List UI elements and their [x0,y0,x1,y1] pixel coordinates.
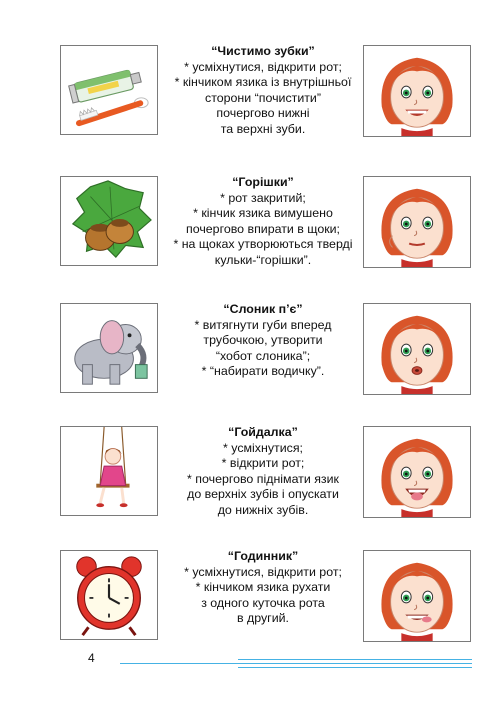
page-number: 4 [88,651,95,665]
face-picture [363,550,471,642]
exercise-line: * кінчиком язика рухати [195,580,331,595]
girl-on-swing-icon [61,427,157,515]
exercise-line: почергово нижні [216,106,310,121]
exercise-line: трубочкою, утворити [203,333,323,348]
exercise-picture [60,45,158,135]
face-picture [363,303,471,395]
exercise-picture [60,550,158,640]
footer-rule-middle [120,663,472,664]
elephant-drinking-icon [61,304,157,392]
girl-face-pouting-icon [364,304,470,394]
exercise-line: кульки-“горішки”. [214,252,312,267]
exercise-line: * відкрити рот; [221,456,305,471]
exercise-title: “Годинник” [227,549,299,563]
exercise-line: * усміхнутися; [223,440,303,455]
exercise-line: * витягнути губи вперед [194,317,332,332]
exercise-line: * “набирати водичку”. [201,364,325,379]
exercise-line: * рот закритий; [220,190,306,205]
exercise-line: сторони “почистити” [205,90,321,105]
exercise-clock [0,550,495,646]
exercise-line: та верхні зуби. [220,121,306,136]
exercise-title: “Гойдалка” [228,425,298,439]
exercise-text [168,302,358,380]
exercise-line: “хобот слоника”; [215,348,311,363]
girl-face-tongue-up-icon [364,427,470,517]
exercise-line: * на щоках утворюються тверді [173,237,353,252]
exercise-line: * усміхнутися, відкрити рот; [184,564,342,579]
exercise-line: в другий. [236,611,289,626]
girl-face-smiling-open-icon [364,46,470,136]
footer-rule-bottom [238,667,472,668]
face-picture [363,176,471,268]
exercise-line: з одного куточка рота [201,595,325,610]
exercise-title: “Слоник п’є” [223,302,303,316]
exercise-line: * усміхнутися, відкрити рот; [184,59,342,74]
exercise-line: * кінчиком язика із внутрішньої [174,75,352,90]
exercise-picture [60,303,158,393]
exercise-line: почергово впирати в щоки; [186,221,340,236]
exercise-title: “Горішки” [232,175,294,189]
girl-face-cheek-bulge-icon [364,177,470,267]
exercise-text [168,44,358,138]
exercise-line: до верхніх зубів і опускати [187,487,339,502]
exercise-picture [60,426,158,516]
exercise-brushing-teeth [0,45,495,141]
exercise-line: * почергово піднімати язик [187,471,339,486]
face-picture [363,426,471,518]
footer-rule-top [238,659,472,660]
exercise-text [168,175,358,269]
exercise-swing [0,426,495,522]
alarm-clock-icon [61,551,157,639]
girl-face-tongue-side-icon [364,551,470,641]
exercise-text [168,549,358,627]
toothbrush-toothpaste-icon [61,46,157,134]
exercise-elephant [0,303,495,399]
face-picture [363,45,471,137]
exercise-line: до нижніх зубів. [217,502,309,517]
exercise-text [168,425,358,519]
exercise-line: * кінчик язика вимушено [193,206,333,221]
exercise-nuts [0,176,495,272]
hazelnuts-icon [61,177,157,265]
exercise-title: “Чистимо зубки” [211,44,315,58]
exercise-picture [60,176,158,266]
